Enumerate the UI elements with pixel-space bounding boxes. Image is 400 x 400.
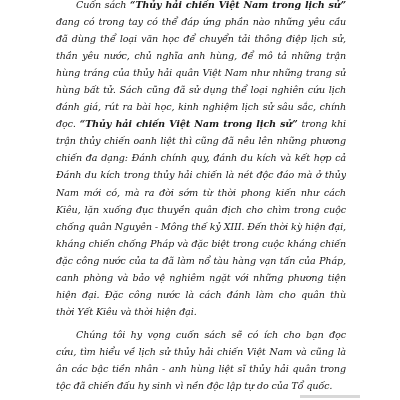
text-span: Cuốn sách [76,0,130,11]
text-line: kháng chiến chống Pháp và đặc biệt trong cuộc kháng chiến [56,238,346,250]
text-line: đánh giá, rút ra bài học, kinh nghiệm lịch sử sâu sắc, chính [56,102,346,114]
text-line: Nam mới có, mà ra đời sớm từ thời phong kiến như cách [56,187,346,199]
text-line: đặc công nước của ta đã làm nổ tàu hàng vạn tấn của Pháp, [56,255,346,267]
text-span: Chúng tôi hy vọng cuốn sách sẽ có ích cho bạn đọc [76,329,346,341]
text-line: hùng tráng của thủy hải quân Việt Nam như những trang sử [56,68,346,80]
text-line: Kiêu, lặn xuống đục thuyền quân địch cho chìm trong cuộc [56,204,346,216]
text-line: hùng bất tử. Sách cũng đã sử dụng thể loại nghiên cứu lịch [56,85,346,97]
text-line: thời Yết Kiêu và thời hiện đại. [56,306,197,318]
text-line [56,116,346,133]
text-line [56,0,346,14]
text-line: chiến đa dạng: Đánh chính quy, đánh du kích và kết hợp cả [56,153,346,165]
text-line: trận thủy chiến oanh liệt thì cũng đã nêu lên những phương [56,136,346,148]
paragraph-1 [56,0,346,321]
text-line: chống quân Nguyên - Mông thế kỷ XIII. Đến thời kỳ hiện đại, [56,221,346,233]
text-line: đã dùng thể loại văn học để chuyển tải thông điệp lịch sử, [56,34,346,46]
book-title: “Thủy hải chiến Việt Nam trong lịch sử” [129,0,346,11]
text-line: thần yêu nước, chủ nghĩa anh hùng, để mô tả những trận [56,51,346,63]
text-line [56,327,346,344]
body-text [56,0,346,395]
paragraph-2 [56,327,346,395]
text-span: trong khi [301,119,346,131]
text-line: Đánh du kích trong thủy hải chiến là nét độc đáo mà ở thủy [56,170,346,182]
text-line: cứu, tìm hiểu về lịch sử thủy hải chiến Việt Nam và cũng là [56,346,346,358]
text-line: tộc đã chiến đấu hy sinh vì nền độc lập tự do của Tổ quốc. [56,381,333,393]
text-span: đọc. [56,119,80,131]
text-line: ân các bậc tiền nhân - anh hùng liệt sĩ thủy hải quân trong [56,363,346,375]
book-title: “Thủy hải chiến Việt Nam trong lịch sử” [79,119,298,131]
text-line: canh phòng và bảo vệ nghiêm ngặt với những phương tiện [56,272,346,284]
page-edge-mark [300,395,360,398]
text-line: hiện đại. Đặc công nước là cách đánh làm cho quân thù [56,289,346,301]
text-line: đang có trong tay có thể đáp ứng phần nào những yêu cầu [56,17,346,29]
